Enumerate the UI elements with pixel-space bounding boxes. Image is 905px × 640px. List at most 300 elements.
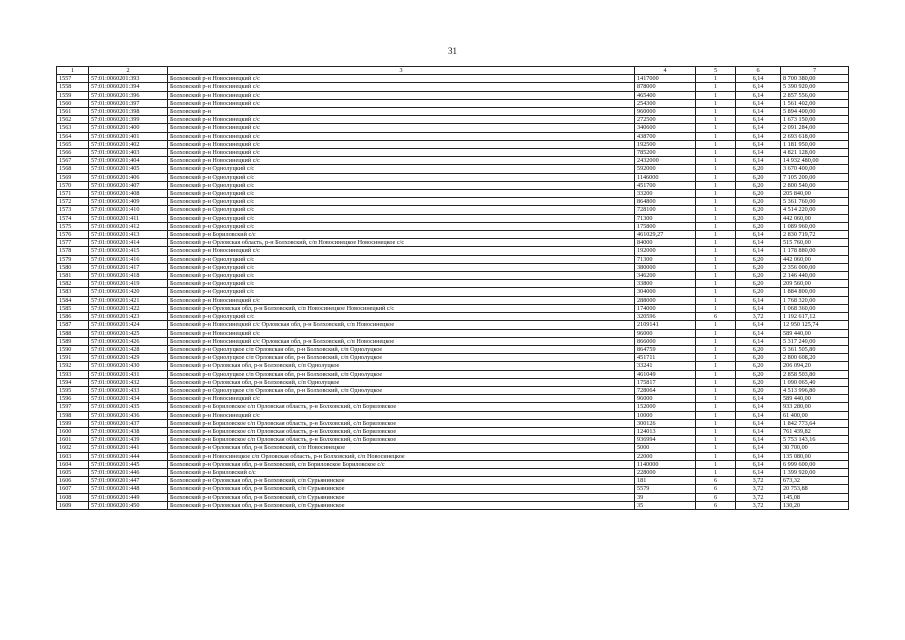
cell-area: 181: [635, 477, 696, 485]
cell-row-number: 1578: [57, 247, 89, 255]
cell-location: Болховский р-н Однолуцкое с/п Орловская обл, р-н Болховский, с/п Однолуцкое: [168, 354, 635, 362]
cell-cadastral-value: 1 090 065,40: [781, 378, 849, 386]
cell-cadastral-value: 3 670 400,00: [781, 165, 849, 173]
cell-cadastral-number: 57:01:0060201:436: [89, 411, 168, 419]
table-row: [57, 173, 849, 181]
cell-cadastral-number: 57:01:0060201:425: [89, 329, 168, 337]
cell-cadastral-number: 57:01:0060201:441: [89, 444, 168, 452]
cell-category: 1: [696, 337, 736, 345]
cell-cadastral-value: 2 146 440,00: [781, 272, 849, 280]
cell-rate: 6,14: [736, 304, 781, 312]
cell-cadastral-value: 589 440,00: [781, 395, 849, 403]
cell-category: 1: [696, 190, 736, 198]
cell-rate: 6,20: [736, 190, 781, 198]
cell-area: 438700: [635, 132, 696, 140]
cell-rate: 6,14: [736, 337, 781, 345]
cell-rate: 6,14: [736, 321, 781, 329]
cell-cadastral-number: 57:01:0060201:396: [89, 91, 168, 99]
cell-area: 22000: [635, 452, 696, 460]
cell-location: Болховский р-н Орловская обл, р-н Болховский, с/п Сурьянинское: [168, 485, 635, 493]
table-row: [57, 190, 849, 198]
cell-location: Болховский р-н Новосинецкий с/с: [168, 395, 635, 403]
cell-area: 288000: [635, 296, 696, 304]
cell-row-number: 1585: [57, 304, 89, 312]
table-row: [57, 395, 849, 403]
cell-area: 864759: [635, 345, 696, 353]
cell-area: 35: [635, 501, 696, 509]
cell-cadastral-value: 673,32: [781, 477, 849, 485]
table-row: [57, 362, 849, 370]
cell-area: 1417000: [635, 75, 696, 83]
table-row: [57, 485, 849, 493]
cell-rate: 6,14: [736, 329, 781, 337]
cell-rate: 6,20: [736, 345, 781, 353]
cell-location: Болховский р-н Новосинецкий с/с: [168, 124, 635, 132]
cell-area: 1146000: [635, 173, 696, 181]
cell-category: 1: [696, 198, 736, 206]
table-row: [57, 444, 849, 452]
cell-category: 1: [696, 247, 736, 255]
cell-cadastral-number: 57:01:0060201:435: [89, 403, 168, 411]
cell-cadastral-value: 5 317 240,00: [781, 337, 849, 345]
cell-category: 1: [696, 354, 736, 362]
cell-location: Болховский р-н Новосинецкий с/с: [168, 116, 635, 124]
cell-location: Болховский р-н Однолуцкий с/с: [168, 272, 635, 280]
cell-rate: 6,14: [736, 436, 781, 444]
cell-cadastral-number: 57:01:0060201:410: [89, 206, 168, 214]
cell-cadastral-number: 57:01:0060201:439: [89, 436, 168, 444]
table-row: [57, 255, 849, 263]
column-header: 4: [635, 67, 696, 75]
cell-cadastral-number: 57:01:0060201:407: [89, 181, 168, 189]
cell-area: 5579: [635, 485, 696, 493]
cell-category: 1: [696, 386, 736, 394]
cell-category: 1: [696, 411, 736, 419]
cell-cadastral-value: 30 700,00: [781, 444, 849, 452]
table-row: [57, 239, 849, 247]
cell-cadastral-number: 57:01:0060201:446: [89, 468, 168, 476]
cell-location: Болховский р-н Орловская обл, р-н Болховский, с/п Сурьянинское: [168, 477, 635, 485]
cell-category: 1: [696, 239, 736, 247]
cell-cadastral-number: 57:01:0060201:421: [89, 296, 168, 304]
cell-cadastral-value: 206 094,20: [781, 362, 849, 370]
cell-category: 1: [696, 427, 736, 435]
cell-location: Болховский р-н Бориловское с/п Орловская область, р-н Болховский, с/п Бориловское: [168, 403, 635, 411]
cell-row-number: 1559: [57, 91, 89, 99]
cell-area: 320596: [635, 313, 696, 321]
table-row: [57, 272, 849, 280]
cell-rate: 6,14: [736, 452, 781, 460]
cell-cadastral-value: 14 932 480,00: [781, 157, 849, 165]
cell-cadastral-number: 57:01:0060201:449: [89, 493, 168, 501]
cell-rate: 6,14: [736, 99, 781, 107]
cell-row-number: 1599: [57, 419, 89, 427]
cell-area: 192500: [635, 140, 696, 148]
cell-cadastral-number: 57:01:0060201:433: [89, 386, 168, 394]
cell-category: 1: [696, 321, 736, 329]
table-row: [57, 181, 849, 189]
cell-cadastral-value: 1 089 960,00: [781, 222, 849, 230]
cell-row-number: 1605: [57, 468, 89, 476]
cell-row-number: 1560: [57, 99, 89, 107]
cell-category: 6: [696, 485, 736, 493]
cell-area: 300126: [635, 419, 696, 427]
table-row: [57, 124, 849, 132]
cell-cadastral-number: 57:01:0060201:445: [89, 460, 168, 468]
cell-location: Болховский р-н Однолуцкий с/с: [168, 255, 635, 263]
cell-category: 1: [696, 304, 736, 312]
table-row: [57, 313, 849, 321]
table-row: [57, 493, 849, 501]
table-row: [57, 370, 849, 378]
cell-cadastral-value: 2 693 618,00: [781, 132, 849, 140]
cell-cadastral-value: 4 514 220,00: [781, 206, 849, 214]
table-row: [57, 165, 849, 173]
cell-location: Болховский р-н Новосинецкий с/с: [168, 75, 635, 83]
cell-rate: 6,14: [736, 116, 781, 124]
cell-location: Болховский р-н Новосинецкий с/с: [168, 149, 635, 157]
cell-cadastral-number: 57:01:0060201:399: [89, 116, 168, 124]
table-row: [57, 337, 849, 345]
cell-location: Болховский р-н Новосинецкий с/с: [168, 296, 635, 304]
cell-area: 5000: [635, 444, 696, 452]
cell-cadastral-value: 1 884 800,00: [781, 288, 849, 296]
cell-rate: 6,14: [736, 411, 781, 419]
cell-row-number: 1570: [57, 181, 89, 189]
cell-location: Болховский р-н Новосинецкий с/с: [168, 132, 635, 140]
cell-rate: 6,20: [736, 214, 781, 222]
cell-rate: 6,14: [736, 444, 781, 452]
cell-cadastral-number: 57:01:0060201:415: [89, 247, 168, 255]
cell-category: 6: [696, 493, 736, 501]
cell-category: 1: [696, 288, 736, 296]
cell-area: 84000: [635, 239, 696, 247]
cell-area: 340600: [635, 124, 696, 132]
cell-area: 2432000: [635, 157, 696, 165]
cell-location: Болховский р-н Однолуцкое с/п Орловская обл, р-н Болховский, с/п Однолуцкое: [168, 370, 635, 378]
cell-cadastral-number: 57:01:0060201:416: [89, 255, 168, 263]
cell-category: 1: [696, 83, 736, 91]
column-number-header-row: [57, 67, 849, 75]
cell-cadastral-value: 1 561 402,00: [781, 99, 849, 107]
cell-cadastral-value: 1 842 773,64: [781, 419, 849, 427]
table-row: [57, 132, 849, 140]
cell-cadastral-number: 57:01:0060201:444: [89, 452, 168, 460]
cell-category: 1: [696, 452, 736, 460]
cell-category: 1: [696, 157, 736, 165]
cell-cadastral-value: 20 753,88: [781, 485, 849, 493]
cell-category: 1: [696, 149, 736, 157]
table-row: [57, 345, 849, 353]
cell-cadastral-value: 8 700 380,00: [781, 75, 849, 83]
cell-area: 96000: [635, 395, 696, 403]
table-row: [57, 477, 849, 485]
table-row: [57, 304, 849, 312]
cell-rate: 3,72: [736, 501, 781, 509]
cell-area: 728100: [635, 206, 696, 214]
cell-area: 960000: [635, 108, 696, 116]
cell-category: 1: [696, 181, 736, 189]
cell-row-number: 1577: [57, 239, 89, 247]
cell-category: 1: [696, 403, 736, 411]
cell-row-number: 1566: [57, 149, 89, 157]
cell-rate: 6,14: [736, 124, 781, 132]
cell-area: 380000: [635, 263, 696, 271]
cell-category: 1: [696, 345, 736, 353]
cell-location: Болховский р-н Новосинецкий с/с: [168, 411, 635, 419]
cell-row-number: 1580: [57, 263, 89, 271]
cell-cadastral-value: 1 068 360,00: [781, 304, 849, 312]
table-row: [57, 280, 849, 288]
cell-category: 1: [696, 124, 736, 132]
cell-row-number: 1568: [57, 165, 89, 173]
cell-row-number: 1582: [57, 280, 89, 288]
cell-row-number: 1606: [57, 477, 89, 485]
cell-rate: 6,20: [736, 222, 781, 230]
cell-cadastral-value: 442 060,00: [781, 255, 849, 263]
cell-location: Болховский р-н Орловская обл, р-н Болховский, с/п Новосинецкое Новосинецкий с/с: [168, 304, 635, 312]
cell-cadastral-value: 761 439,82: [781, 427, 849, 435]
cell-row-number: 1592: [57, 362, 89, 370]
cell-location: Болховский р-н Новосинецкий с/с: [168, 329, 635, 337]
cell-area: 1140000: [635, 460, 696, 468]
cell-location: Болховский р-н Новосинецкий с/с Орловская обл, р-н Болховский, с/п Новосинецкое: [168, 321, 635, 329]
cell-cadastral-number: 57:01:0060201:432: [89, 378, 168, 386]
cell-cadastral-value: 5 390 920,00: [781, 83, 849, 91]
table-row: [57, 419, 849, 427]
table-row: [57, 427, 849, 435]
cell-cadastral-value: 12 950 125,74: [781, 321, 849, 329]
cell-area: 785200: [635, 149, 696, 157]
cell-cadastral-number: 57:01:0060201:411: [89, 214, 168, 222]
cell-cadastral-number: 57:01:0060201:450: [89, 501, 168, 509]
cell-rate: 6,20: [736, 370, 781, 378]
cell-location: Болховский р-н Бориловское с/п Орловская область, р-н Болховский, с/п Бориловское: [168, 427, 635, 435]
cell-area: 878000: [635, 83, 696, 91]
cell-category: 1: [696, 468, 736, 476]
cell-cadastral-number: 57:01:0060201:434: [89, 395, 168, 403]
cell-area: 592000: [635, 165, 696, 173]
cell-area: 936994: [635, 436, 696, 444]
table-row: [57, 149, 849, 157]
cell-rate: 6,14: [736, 403, 781, 411]
cell-rate: 6,14: [736, 108, 781, 116]
cell-area: 465400: [635, 91, 696, 99]
table-row: [57, 206, 849, 214]
table-row: [57, 157, 849, 165]
column-header: 5: [696, 67, 736, 75]
cell-rate: 6,20: [736, 280, 781, 288]
cell-row-number: 1579: [57, 255, 89, 263]
table-row: [57, 222, 849, 230]
cell-row-number: 1583: [57, 288, 89, 296]
table-row: [57, 452, 849, 460]
cell-rate: 6,20: [736, 198, 781, 206]
page-number: 31: [448, 46, 457, 56]
cell-location: Болховский р-н Однолуцкий с/с: [168, 173, 635, 181]
cell-area: 451711: [635, 354, 696, 362]
cell-cadastral-number: 57:01:0060201:414: [89, 239, 168, 247]
table-row: [57, 378, 849, 386]
cell-cadastral-number: 57:01:0060201:394: [89, 83, 168, 91]
cell-cadastral-number: 57:01:0060201:418: [89, 272, 168, 280]
cell-category: 1: [696, 263, 736, 271]
cell-cadastral-value: 1 178 880,00: [781, 247, 849, 255]
cell-location: Болховский р-н Однолуцкий с/с: [168, 165, 635, 173]
cell-row-number: 1572: [57, 198, 89, 206]
cell-area: 192000: [635, 247, 696, 255]
cell-row-number: 1594: [57, 378, 89, 386]
cell-cadastral-value: 2 857 556,00: [781, 91, 849, 99]
table-row: [57, 411, 849, 419]
cell-location: Болховский р-н Бориловское с/п Орловская область, р-н Болховский, с/п Бориловское: [168, 419, 635, 427]
cell-location: Болховский р-н Новосинецкий с/с: [168, 157, 635, 165]
table-row: [57, 460, 849, 468]
column-header: 7: [781, 67, 849, 75]
cell-cadastral-value: 145,08: [781, 493, 849, 501]
cell-category: 1: [696, 329, 736, 337]
cell-rate: 6,20: [736, 255, 781, 263]
cell-row-number: 1565: [57, 140, 89, 148]
cell-location: Болховский р-н Орловская обл, р-н Болховский, с/п Сурьянинское: [168, 501, 635, 509]
cell-cadastral-value: 1 399 920,00: [781, 468, 849, 476]
cell-category: 1: [696, 419, 736, 427]
cell-location: Болховский р-н Однолуцкий с/с: [168, 190, 635, 198]
cell-cadastral-value: 2 800 608,20: [781, 354, 849, 362]
cell-cadastral-number: 57:01:0060201:447: [89, 477, 168, 485]
cell-location: Болховский р-н Новосинецкое с/п Орловская область, р-н Болховский, с/п Новосинецкое: [168, 452, 635, 460]
cell-location: Болховский р-н Новосинецкий с/с: [168, 83, 635, 91]
cell-cadastral-number: 57:01:0060201:402: [89, 140, 168, 148]
cell-rate: 6,20: [736, 165, 781, 173]
cell-row-number: 1558: [57, 83, 89, 91]
cell-area: 33241: [635, 362, 696, 370]
cell-category: 1: [696, 444, 736, 452]
cell-row-number: 1598: [57, 411, 89, 419]
cell-location: Болховский р-н Орловская обл, р-н Болховский, с/п Новосинецкое: [168, 444, 635, 452]
cell-category: 1: [696, 222, 736, 230]
table-row: [57, 436, 849, 444]
cell-rate: 6,14: [736, 140, 781, 148]
cell-rate: 6,20: [736, 173, 781, 181]
cell-location: Болховский р-н Новосинецкий с/с: [168, 99, 635, 107]
cell-category: 1: [696, 99, 736, 107]
cell-cadastral-value: 5 361 505,80: [781, 345, 849, 353]
cell-category: 1: [696, 140, 736, 148]
table-row: [57, 386, 849, 394]
cell-rate: 6,14: [736, 157, 781, 165]
cell-rate: 6,14: [736, 395, 781, 403]
cell-row-number: 1557: [57, 75, 89, 83]
cell-rate: 3,72: [736, 485, 781, 493]
cell-row-number: 1562: [57, 116, 89, 124]
cell-area: 10000: [635, 411, 696, 419]
table-row: [57, 263, 849, 271]
cell-rate: 6,14: [736, 247, 781, 255]
cell-cadastral-number: 57:01:0060201:409: [89, 198, 168, 206]
cell-row-number: 1590: [57, 345, 89, 353]
cell-row-number: 1561: [57, 108, 89, 116]
cell-cadastral-number: 57:01:0060201:393: [89, 75, 168, 83]
cell-cadastral-number: 57:01:0060201:430: [89, 362, 168, 370]
cell-area: 96000: [635, 329, 696, 337]
cell-rate: 6,20: [736, 386, 781, 394]
cell-cadastral-number: 57:01:0060201:448: [89, 485, 168, 493]
cell-category: 1: [696, 296, 736, 304]
cell-cadastral-number: 57:01:0060201:417: [89, 263, 168, 271]
cell-location: Болховский р-н Однолуцкое с/п Орловская обл, р-н Болховский, с/п Однолуцкое: [168, 386, 635, 394]
cell-cadastral-number: 57:01:0060201:426: [89, 337, 168, 345]
cell-cadastral-number: 57:01:0060201:408: [89, 190, 168, 198]
cell-location: Болховский р-н Бориловское с/п Орловская область, р-н Болховский, с/п Бориловское: [168, 436, 635, 444]
cell-row-number: 1589: [57, 337, 89, 345]
cell-location: Болховский р-н Бориловский с/с: [168, 231, 635, 239]
cell-cadastral-number: 57:01:0060201:437: [89, 419, 168, 427]
table-row: [57, 329, 849, 337]
cell-row-number: 1601: [57, 436, 89, 444]
cell-row-number: 1607: [57, 485, 89, 493]
table-row: [57, 296, 849, 304]
column-header: 1: [57, 67, 89, 75]
table-row: [57, 140, 849, 148]
cell-category: 1: [696, 108, 736, 116]
cell-row-number: 1608: [57, 493, 89, 501]
cell-cadastral-number: 57:01:0060201:405: [89, 165, 168, 173]
cell-row-number: 1604: [57, 460, 89, 468]
table-row: [57, 354, 849, 362]
cell-cadastral-value: 1 673 150,00: [781, 116, 849, 124]
table-row: [57, 501, 849, 509]
cell-row-number: 1603: [57, 452, 89, 460]
cell-rate: 6,20: [736, 181, 781, 189]
cell-cadastral-value: 7 105 200,00: [781, 173, 849, 181]
cadastral-value-table: [56, 66, 849, 510]
cell-area: 152000: [635, 403, 696, 411]
cell-location: Болховский р-н: [168, 108, 635, 116]
cell-location: Болховский р-н Однолуцкий с/с: [168, 181, 635, 189]
cell-row-number: 1573: [57, 206, 89, 214]
cell-area: 254300: [635, 99, 696, 107]
cell-row-number: 1569: [57, 173, 89, 181]
cell-cadastral-value: 205 840,00: [781, 190, 849, 198]
cell-category: 1: [696, 362, 736, 370]
cell-area: 728064: [635, 386, 696, 394]
cell-cadastral-number: 57:01:0060201:438: [89, 427, 168, 435]
cell-category: 1: [696, 436, 736, 444]
cell-cadastral-number: 57:01:0060201:429: [89, 354, 168, 362]
cell-row-number: 1600: [57, 427, 89, 435]
cell-row-number: 1563: [57, 124, 89, 132]
cell-cadastral-value: 130,20: [781, 501, 849, 509]
cell-cadastral-value: 2 830 719,72: [781, 231, 849, 239]
cell-category: 1: [696, 75, 736, 83]
cell-rate: 6,14: [736, 427, 781, 435]
table-row: [57, 468, 849, 476]
cell-area: 175800: [635, 222, 696, 230]
cell-area: 864800: [635, 198, 696, 206]
cell-cadastral-number: 57:01:0060201:403: [89, 149, 168, 157]
cell-category: 1: [696, 91, 736, 99]
cell-row-number: 1593: [57, 370, 89, 378]
cell-row-number: 1602: [57, 444, 89, 452]
cell-area: 272500: [635, 116, 696, 124]
cell-row-number: 1588: [57, 329, 89, 337]
table-row: [57, 231, 849, 239]
cell-cadastral-number: 57:01:0060201:424: [89, 321, 168, 329]
cell-rate: 6,14: [736, 419, 781, 427]
table-row: [57, 214, 849, 222]
cell-row-number: 1591: [57, 354, 89, 362]
